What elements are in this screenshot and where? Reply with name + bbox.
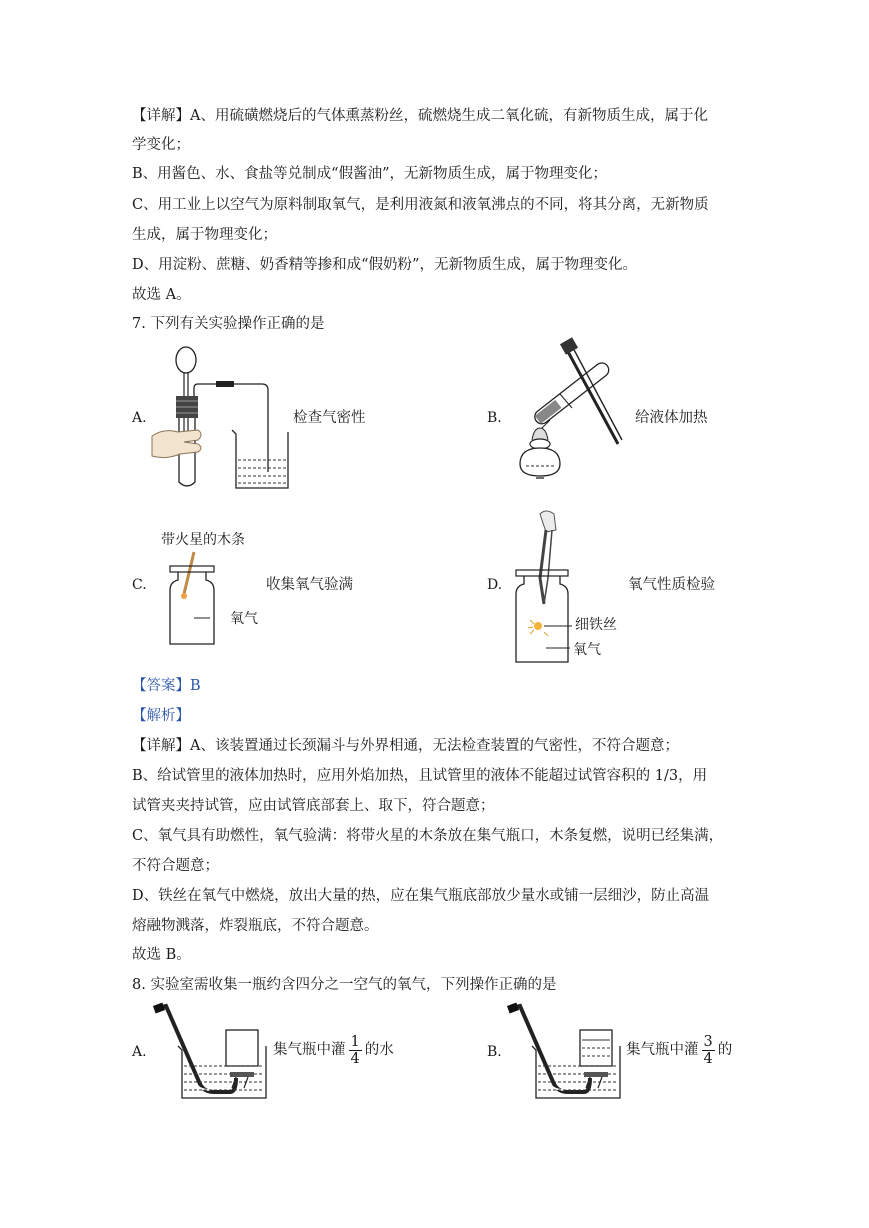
q7-detail-d-line2: 熔融物溅落，炸裂瓶底，不符合题意。 [132, 918, 379, 934]
q7-option-d-caption: 氧气性质检验 [628, 577, 715, 593]
q8-option-a-numerator: 1 [350, 1033, 360, 1050]
q7-detail-b-line2: 试管夹夹持试管，应由试管底部套上、取下，符合题意； [132, 798, 495, 814]
q7-option-c-caption: 收集氧气验满 [266, 577, 353, 593]
q7-detail-b-line1: B、给试管里的液体加热时，应用外焰加热，且试管里的液体不能超过试管容积的 1/3，用 [132, 768, 708, 784]
q6-detail-d: D、用淀粉、蔗糖、奶香精等掺和成“假奶粉”，无新物质生成，属于物理变化。 [132, 257, 637, 273]
q8-option-b-numerator: 3 [703, 1033, 713, 1050]
q8-option-a-letter: A. [132, 1044, 147, 1060]
q8-option-a-denominator: 4 [350, 1050, 360, 1067]
q7-option-d-label-oxygen: 氧气 [573, 642, 601, 658]
q7-detail-d-line1: D、铁丝在氧气中燃烧，放出大量的热，应在集气瓶底部放少量水或铺一层细沙，防止高温 [132, 888, 710, 904]
q8-option-b-denominator: 4 [703, 1050, 713, 1067]
q7-option-a-letter: A. [132, 410, 147, 426]
q7-answer: 【答案】B [132, 678, 201, 694]
q7-option-b-letter: B. [487, 410, 502, 426]
q7-analysis-heading: 【解析】 [132, 708, 190, 724]
q6-detail-c-line1: C、用工业上以空气为原料制取氧气，是利用液氮和液氧沸点的不同，将其分离，无新物质 [132, 197, 709, 213]
q6-conclusion: 故选 A。 [132, 287, 191, 303]
q8-stem: 8. 实验室需收集一瓶约含四分之一空气的氧气，下列操作正确的是 [132, 977, 557, 993]
q7-detail-c-line1: C、氧气具有助燃性，氧气验满：将带火星的木条放在集气瓶口，木条复燃，说明已经集满， [132, 828, 724, 844]
q7-option-c-label-splint: 带火星的木条 [161, 532, 245, 548]
q8-option-a-fraction [349, 1034, 362, 1067]
q7-detail-a: 【详解】A、该装置通过长颈漏斗与外界相通，无法检查装置的气密性，不符合题意； [132, 738, 679, 754]
q7-stem: 7. 下列有关实验操作正确的是 [132, 316, 325, 332]
airtightness-apparatus-figure [150, 344, 300, 494]
q6-detail-c-line2: 生成，属于物理变化； [132, 227, 277, 243]
q7-option-d-label-wire: 细铁丝 [575, 617, 617, 633]
q8-option-a-text-before: 集气瓶中灌 [273, 1042, 346, 1058]
q6-detail-a-line1: 【详解】A、用硫磺燃烧后的气体熏蒸粉丝，硫燃烧生成二氧化硫，有新物质生成，属于化 [132, 108, 708, 124]
q7-option-d-letter: D. [487, 577, 503, 593]
q7-option-c-label-oxygen: 氧气 [230, 611, 258, 627]
q7-option-a-caption: 检查气密性 [293, 410, 366, 426]
q8-option-b-fraction [702, 1034, 715, 1067]
oxygen-full-check-figure [164, 548, 264, 648]
heating-liquid-figure [508, 336, 628, 488]
q8-option-b-letter: B. [487, 1044, 502, 1060]
q6-detail-a-line2: 学变化； [132, 137, 190, 153]
q8-option-b-text [626, 1030, 732, 1070]
q6-detail-b: B、用酱色、水、食盐等兑制成“假酱油”，无新物质生成，属于物理变化； [132, 166, 607, 182]
q7-conclusion: 故选 B。 [132, 947, 191, 963]
q7-option-b-caption: 给液体加热 [635, 410, 708, 426]
q8-option-a-figure [152, 1000, 272, 1104]
q7-option-c-letter: C. [132, 577, 147, 593]
q8-option-b-figure [506, 1000, 626, 1104]
q8-option-b-text-after: 的 [717, 1042, 733, 1058]
q8-option-b-text-before: 集气瓶中灌 [626, 1042, 699, 1058]
q8-option-a-text [273, 1030, 394, 1070]
q8-option-a-text-after: 的水 [364, 1042, 394, 1058]
q7-detail-c-line2: 不符合题意； [132, 858, 219, 874]
